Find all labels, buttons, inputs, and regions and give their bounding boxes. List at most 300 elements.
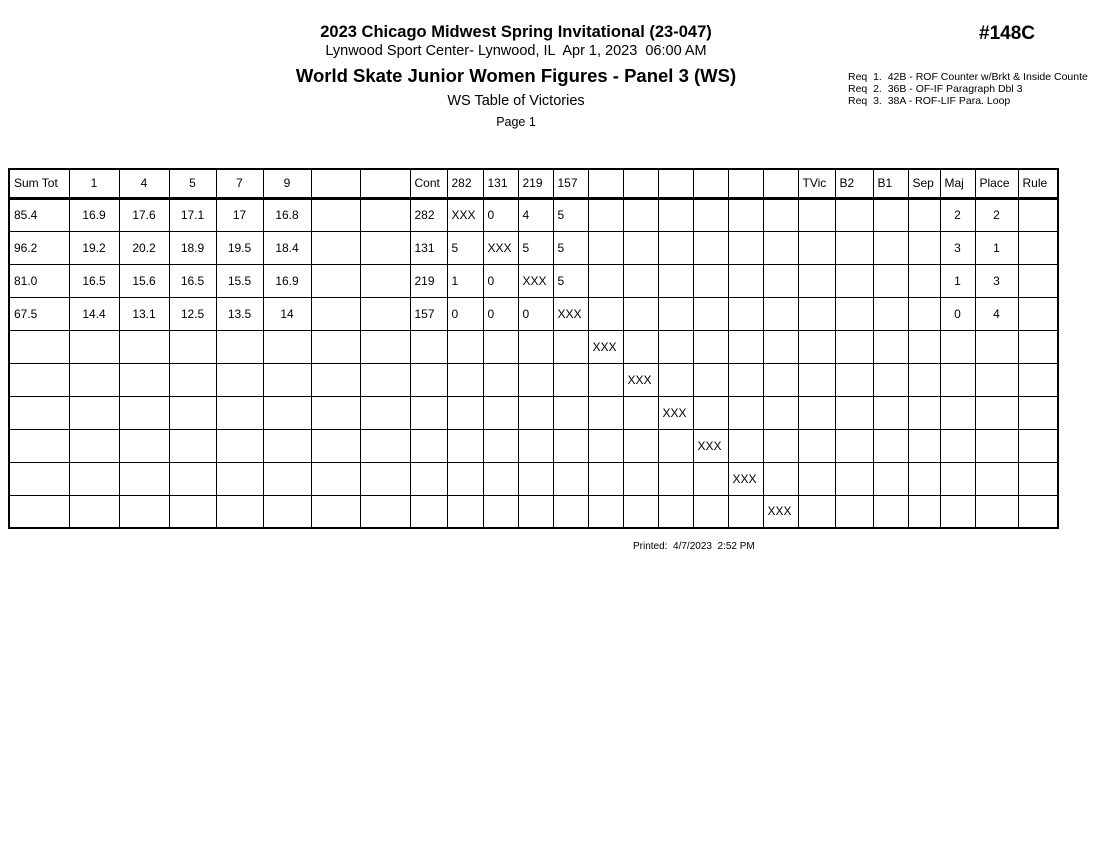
event-number: #148C <box>979 23 1035 44</box>
table-row <box>9 264 1058 297</box>
table-cell <box>908 396 940 429</box>
table-cell <box>873 396 908 429</box>
table-cell <box>311 462 360 495</box>
table-cell <box>1018 198 1058 231</box>
table-row <box>9 495 1058 528</box>
table-cell: XXX <box>763 495 798 528</box>
table-cell <box>447 429 483 462</box>
table-cell <box>311 264 360 297</box>
column-header: B1 <box>873 169 908 198</box>
table-cell: 13.5 <box>216 297 263 330</box>
table-cell <box>728 264 763 297</box>
table-cell <box>658 462 693 495</box>
table-cell: 85.4 <box>9 198 69 231</box>
table-cell <box>835 495 873 528</box>
table-cell <box>763 297 798 330</box>
table-cell <box>908 495 940 528</box>
table-cell <box>588 429 623 462</box>
table-cell <box>588 363 623 396</box>
table-cell <box>69 396 119 429</box>
table-cell <box>908 231 940 264</box>
table-cell: 0 <box>483 297 518 330</box>
table-cell <box>908 363 940 396</box>
table-cell <box>588 396 623 429</box>
table-cell <box>728 297 763 330</box>
table-cell <box>553 429 588 462</box>
table-cell <box>360 330 410 363</box>
table-cell <box>483 396 518 429</box>
competition-title: 2023 Chicago Midwest Spring Invitational (23-047) <box>320 23 712 41</box>
table-cell: 19.2 <box>69 231 119 264</box>
table-cell: 67.5 <box>9 297 69 330</box>
table-cell <box>940 396 975 429</box>
table-cell: 18.9 <box>169 231 216 264</box>
table-cell <box>311 198 360 231</box>
table-cell <box>623 198 658 231</box>
table-cell <box>763 429 798 462</box>
table-cell <box>728 495 763 528</box>
table-cell <box>410 495 447 528</box>
table-cell: 15.5 <box>216 264 263 297</box>
table-cell: 16.5 <box>169 264 216 297</box>
table-cell <box>693 330 728 363</box>
table-cell <box>873 495 908 528</box>
table-cell <box>693 495 728 528</box>
table-cell <box>623 495 658 528</box>
table-cell: XXX <box>588 330 623 363</box>
table-cell <box>798 297 835 330</box>
table-cell <box>169 363 216 396</box>
table-cell <box>908 429 940 462</box>
table-cell <box>119 396 169 429</box>
table-cell <box>798 198 835 231</box>
table-cell <box>975 363 1018 396</box>
table-cell: 18.4 <box>263 231 311 264</box>
requirement-line: Req 1. 42B - ROF Counter w/Brkt & Inside Counte <box>848 71 1088 83</box>
table-cell <box>835 330 873 363</box>
table-cell <box>9 330 69 363</box>
table-cell <box>975 462 1018 495</box>
table-cell: XXX <box>553 297 588 330</box>
table-cell <box>410 363 447 396</box>
table-cell <box>623 429 658 462</box>
table-cell <box>119 462 169 495</box>
table-cell: 5 <box>553 231 588 264</box>
table-cell <box>835 429 873 462</box>
column-header: 157 <box>553 169 588 198</box>
table-cell <box>658 330 693 363</box>
table-cell: 81.0 <box>9 264 69 297</box>
table-cell <box>975 429 1018 462</box>
table-header-row <box>9 169 1058 198</box>
table-cell <box>873 462 908 495</box>
table-cell <box>873 363 908 396</box>
table-cell <box>119 429 169 462</box>
table-cell <box>940 363 975 396</box>
table-cell <box>311 297 360 330</box>
venue-date-line: Lynwood Sport Center- Lynwood, IL Apr 1, 2023 06:00 AM <box>325 43 707 59</box>
requirement-line: Req 2. 36B - OF-IF Paragraph Dbl 3 <box>848 83 1023 95</box>
table-cell <box>9 462 69 495</box>
page-number: Page 1 <box>496 115 536 129</box>
table-cell <box>658 231 693 264</box>
table-cell <box>263 429 311 462</box>
column-header <box>658 169 693 198</box>
column-header: Cont <box>410 169 447 198</box>
table-cell <box>658 429 693 462</box>
table-cell <box>311 495 360 528</box>
table-cell <box>360 462 410 495</box>
table-cell <box>693 297 728 330</box>
table-cell <box>658 495 693 528</box>
table-cell: 2 <box>940 198 975 231</box>
column-header: 7 <box>216 169 263 198</box>
table-cell <box>360 297 410 330</box>
table-cell: 4 <box>518 198 553 231</box>
table-cell <box>119 330 169 363</box>
table-cell <box>518 429 553 462</box>
table-cell <box>518 363 553 396</box>
table-cell: XXX <box>447 198 483 231</box>
table-cell <box>360 264 410 297</box>
table-cell: 1 <box>940 264 975 297</box>
table-cell: 157 <box>410 297 447 330</box>
table-row <box>9 396 1058 429</box>
table-cell: XXX <box>728 462 763 495</box>
report-title: WS Table of Victories <box>447 93 585 109</box>
table-row <box>9 231 1058 264</box>
table-cell: 16.9 <box>69 198 119 231</box>
table-row <box>9 330 1058 363</box>
table-cell <box>693 231 728 264</box>
table-cell: 0 <box>518 297 553 330</box>
table-cell <box>588 297 623 330</box>
table-cell <box>623 231 658 264</box>
table-cell: 5 <box>553 198 588 231</box>
table-cell: 96.2 <box>9 231 69 264</box>
column-header <box>311 169 360 198</box>
table-cell <box>1018 363 1058 396</box>
table-cell: 15.6 <box>119 264 169 297</box>
table-cell <box>693 462 728 495</box>
table-cell <box>1018 330 1058 363</box>
table-cell <box>447 330 483 363</box>
table-cell <box>410 330 447 363</box>
column-header: B2 <box>835 169 873 198</box>
table-cell <box>908 462 940 495</box>
table-cell <box>975 495 1018 528</box>
table-cell <box>311 396 360 429</box>
column-header <box>693 169 728 198</box>
table-cell <box>588 462 623 495</box>
table-cell <box>588 231 623 264</box>
table-cell <box>940 462 975 495</box>
table-cell <box>1018 429 1058 462</box>
table-cell <box>693 396 728 429</box>
table-cell <box>216 429 263 462</box>
table-cell <box>518 495 553 528</box>
table-cell <box>360 495 410 528</box>
table-cell <box>728 198 763 231</box>
table-cell <box>1018 495 1058 528</box>
table-cell: 1 <box>975 231 1018 264</box>
requirements-list <box>848 71 1088 107</box>
table-cell <box>763 363 798 396</box>
table-cell <box>311 363 360 396</box>
table-cell: 0 <box>940 297 975 330</box>
table-cell: 1 <box>447 264 483 297</box>
table-cell <box>119 363 169 396</box>
table-cell <box>553 495 588 528</box>
table-cell <box>588 495 623 528</box>
column-header <box>588 169 623 198</box>
table-cell <box>623 462 658 495</box>
table-cell <box>1018 231 1058 264</box>
table-cell <box>693 198 728 231</box>
column-header <box>360 169 410 198</box>
table-cell <box>69 495 119 528</box>
table-cell <box>835 396 873 429</box>
table-cell <box>658 363 693 396</box>
table-cell <box>169 330 216 363</box>
table-cell: 0 <box>483 264 518 297</box>
table-cell <box>835 297 873 330</box>
table-cell <box>763 330 798 363</box>
table-cell <box>763 396 798 429</box>
table-cell <box>1018 462 1058 495</box>
table-cell: 14 <box>263 297 311 330</box>
table-cell <box>518 396 553 429</box>
table-cell: XXX <box>483 231 518 264</box>
table-cell: 4 <box>975 297 1018 330</box>
table-cell <box>940 495 975 528</box>
table-cell <box>975 330 1018 363</box>
table-cell: 14.4 <box>69 297 119 330</box>
table-cell <box>447 495 483 528</box>
table-cell: 282 <box>410 198 447 231</box>
table-cell: 12.5 <box>169 297 216 330</box>
table-cell <box>263 396 311 429</box>
table-cell: XXX <box>623 363 658 396</box>
table-cell <box>9 495 69 528</box>
column-header: 1 <box>69 169 119 198</box>
table-cell <box>360 363 410 396</box>
table-cell <box>908 297 940 330</box>
table-row <box>9 462 1058 495</box>
event-title: World Skate Junior Women Figures - Panel 3 (WS) <box>295 65 737 86</box>
table-cell <box>658 198 693 231</box>
table-cell: 0 <box>447 297 483 330</box>
table-cell: 131 <box>410 231 447 264</box>
table-cell <box>728 363 763 396</box>
table-cell <box>835 198 873 231</box>
table-cell <box>763 462 798 495</box>
table-cell <box>360 198 410 231</box>
table-cell <box>311 330 360 363</box>
table-cell <box>728 396 763 429</box>
table-cell <box>693 264 728 297</box>
table-cell <box>9 363 69 396</box>
table-cell <box>553 330 588 363</box>
table-cell: XXX <box>658 396 693 429</box>
table-cell <box>360 231 410 264</box>
table-cell <box>69 429 119 462</box>
table-row <box>9 429 1058 462</box>
table-cell <box>798 396 835 429</box>
table-cell <box>908 330 940 363</box>
table-cell <box>360 396 410 429</box>
column-header: Rule <box>1018 169 1058 198</box>
requirement-line: Req 3. 38A - ROF-LIF Para. Loop <box>848 95 1011 107</box>
table-cell: 16.9 <box>263 264 311 297</box>
table-cell: 13.1 <box>119 297 169 330</box>
table-cell <box>447 396 483 429</box>
table-cell <box>658 264 693 297</box>
table-cell <box>410 429 447 462</box>
table-cell <box>623 330 658 363</box>
column-header: 131 <box>483 169 518 198</box>
table-cell: 20.2 <box>119 231 169 264</box>
table-cell: 17.6 <box>119 198 169 231</box>
table-cell <box>483 429 518 462</box>
table-cell <box>483 495 518 528</box>
table-cell: 3 <box>975 264 1018 297</box>
table-cell <box>873 330 908 363</box>
column-header: 219 <box>518 169 553 198</box>
table-cell <box>169 462 216 495</box>
table-cell <box>835 462 873 495</box>
table-cell: 19.5 <box>216 231 263 264</box>
column-header: 4 <box>119 169 169 198</box>
table-cell <box>940 429 975 462</box>
table-cell <box>588 264 623 297</box>
table-cell: 16.8 <box>263 198 311 231</box>
table-cell: 5 <box>553 264 588 297</box>
table-cell: 17.1 <box>169 198 216 231</box>
table-cell <box>263 363 311 396</box>
table-cell <box>483 363 518 396</box>
table-row <box>9 198 1058 231</box>
table-cell <box>1018 297 1058 330</box>
table-cell <box>263 495 311 528</box>
table-row <box>9 363 1058 396</box>
table-cell <box>553 396 588 429</box>
table-cell <box>311 231 360 264</box>
table-cell <box>119 495 169 528</box>
column-header: Place <box>975 169 1018 198</box>
table-cell <box>447 363 483 396</box>
table-cell <box>835 363 873 396</box>
table-cell <box>908 264 940 297</box>
table-cell <box>728 330 763 363</box>
table-cell <box>763 231 798 264</box>
table-cell <box>360 429 410 462</box>
table-cell <box>763 264 798 297</box>
printed-timestamp: Printed: 4/7/2023 2:52 PM <box>633 541 755 552</box>
table-cell <box>410 396 447 429</box>
table-cell <box>518 462 553 495</box>
table-cell <box>169 429 216 462</box>
table-cell: XXX <box>518 264 553 297</box>
table-cell <box>623 396 658 429</box>
table-cell <box>798 264 835 297</box>
table-cell <box>169 396 216 429</box>
table-cell <box>9 396 69 429</box>
table-cell <box>835 264 873 297</box>
table-cell: 219 <box>410 264 447 297</box>
table-cell <box>658 297 693 330</box>
table-cell <box>798 495 835 528</box>
table-cell <box>553 363 588 396</box>
table-cell <box>693 363 728 396</box>
table-cell <box>69 330 119 363</box>
table-cell <box>216 363 263 396</box>
table-cell <box>69 462 119 495</box>
table-row <box>9 297 1058 330</box>
column-header <box>623 169 658 198</box>
table-cell <box>908 198 940 231</box>
table-cell <box>940 330 975 363</box>
table-cell <box>1018 264 1058 297</box>
table-cell <box>873 198 908 231</box>
table-cell <box>623 297 658 330</box>
table-cell <box>216 462 263 495</box>
table-cell <box>216 495 263 528</box>
table-cell <box>263 330 311 363</box>
table-cell: 2 <box>975 198 1018 231</box>
table-cell <box>410 462 447 495</box>
table-cell <box>728 231 763 264</box>
table-cell <box>553 462 588 495</box>
table-cell <box>873 264 908 297</box>
table-cell <box>311 429 360 462</box>
table-cell: 3 <box>940 231 975 264</box>
table-cell <box>518 330 553 363</box>
table-cell <box>975 396 1018 429</box>
column-header <box>728 169 763 198</box>
table-cell: 0 <box>483 198 518 231</box>
column-header <box>763 169 798 198</box>
column-header: 5 <box>169 169 216 198</box>
table-cell <box>169 495 216 528</box>
table-cell: 5 <box>447 231 483 264</box>
column-header: Sum Tot <box>9 169 69 198</box>
table-cell <box>69 363 119 396</box>
table-cell <box>835 231 873 264</box>
column-header: 9 <box>263 169 311 198</box>
table-cell <box>216 330 263 363</box>
victories-table <box>8 168 1059 529</box>
table-cell <box>216 396 263 429</box>
table-cell <box>798 231 835 264</box>
table-cell <box>483 462 518 495</box>
table-cell <box>763 198 798 231</box>
column-header: TVic <box>798 169 835 198</box>
table-cell <box>9 429 69 462</box>
table-cell <box>873 297 908 330</box>
table-cell <box>873 429 908 462</box>
column-header: Maj <box>940 169 975 198</box>
table-cell <box>873 231 908 264</box>
column-header: 282 <box>447 169 483 198</box>
table-cell <box>447 462 483 495</box>
table-cell <box>1018 396 1058 429</box>
table-cell: XXX <box>693 429 728 462</box>
table-cell <box>798 363 835 396</box>
table-cell <box>588 198 623 231</box>
table-cell <box>483 330 518 363</box>
table-cell <box>623 264 658 297</box>
